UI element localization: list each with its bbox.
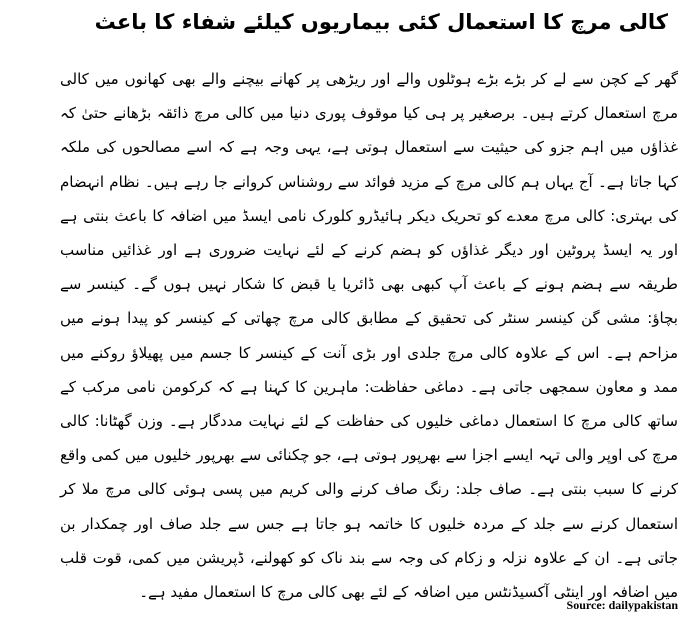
source-credit: Source: dailypakistan [566, 598, 678, 612]
article-body: گھر کے کچن سے لے کر بڑے بڑے ہوٹلوں والے اور ریڑھی پر کھانے بیچنے والے بھی کھانوں میں کالی مرچ استعمال کرتے ہیں۔ برصغیر پر ہی کیا موقوف پوری دنیا میں کالی مرچ ذائقہ بڑھانے حتیٰ کہ غذاؤں میں اہم جزو کی حیثیت سے استعمال ہوتی ہے، یہی وجہ ہے کہ اسے مصالحوں کی ملکہ کہا جاتا ہے۔ آج یہاں ہم کالی مرچ کے مزید فوائد سے روشناس کروانے جا رہے ہیں۔ نظام انہضام کی بہتری: کالی مرچ معدے کو تحریک دیکر ہائیڈرو کلورک نامی ایسڈ میں اضافہ کا باعث بنتی ہے اور یہ ایسڈ پروٹین اور دیگر غذاؤں کو ہضم کرنے کے لئے نہایت ضروری ہے اور غذائیں مناسب طریقہ سے ہضم ہونے کے باعث آپ کبھی بھی ڈائریا یا قبض کا شکار نہیں ہوں گے۔ کینسر سے بچاؤ: مشی گن کینسر سنٹر کی تحقیق کے مطابق کالی مرچ چھاتی کے کینسر کو پیدا ہونے میں مزاحم ہے۔ اس کے علاوہ کالی مرچ جلدی اور بڑی آنت کے کینسر کا جسم میں پھیلاؤ روکنے میں ممد و معاون سمجھی جاتی ہے۔ دماغی حفاظت: ماہرین کا کہنا ہے کہ کرکومن نامی مرکب کے ساتھ کالی مرچ کا استعمال دماغی خلیوں کی حفاظت کے لئے نہایت مددگار ہے۔ وزن گھٹانا: کالی مرچ کی اوپر والی تہہ ایسے اجزا سے بھرپور ہوتی ہے، جو چکنائی سے بھرپور خلیوں میں کمی واقع کرنے کا سبب بنتی ہے۔ صاف جلد: رنگ صاف کرنے والی کریم میں پسی ہوئی کالی مرچ ملا کر استعمال کرنے سے جلد کے مردہ خلیوں کا خاتمہ ہو جاتا ہے جس سے جلد صاف اور چمکدار بن جاتی ہے۔ ان کے علاوہ نزلہ و زکام کی وجہ سے بند ناک کو کھولنے، ڈپریشن میں کمی، قوت قلب میں اضافہ اور اینٹی آکسیڈنٹس میں اضافہ کے لئے بھی کالی مرچ کا استعمال مفید ہے۔ [60, 70, 678, 602]
article-title: کالی مرچ کا استعمال کئی بیماریوں کیلئے شفاء کا باعث [94, 10, 668, 34]
